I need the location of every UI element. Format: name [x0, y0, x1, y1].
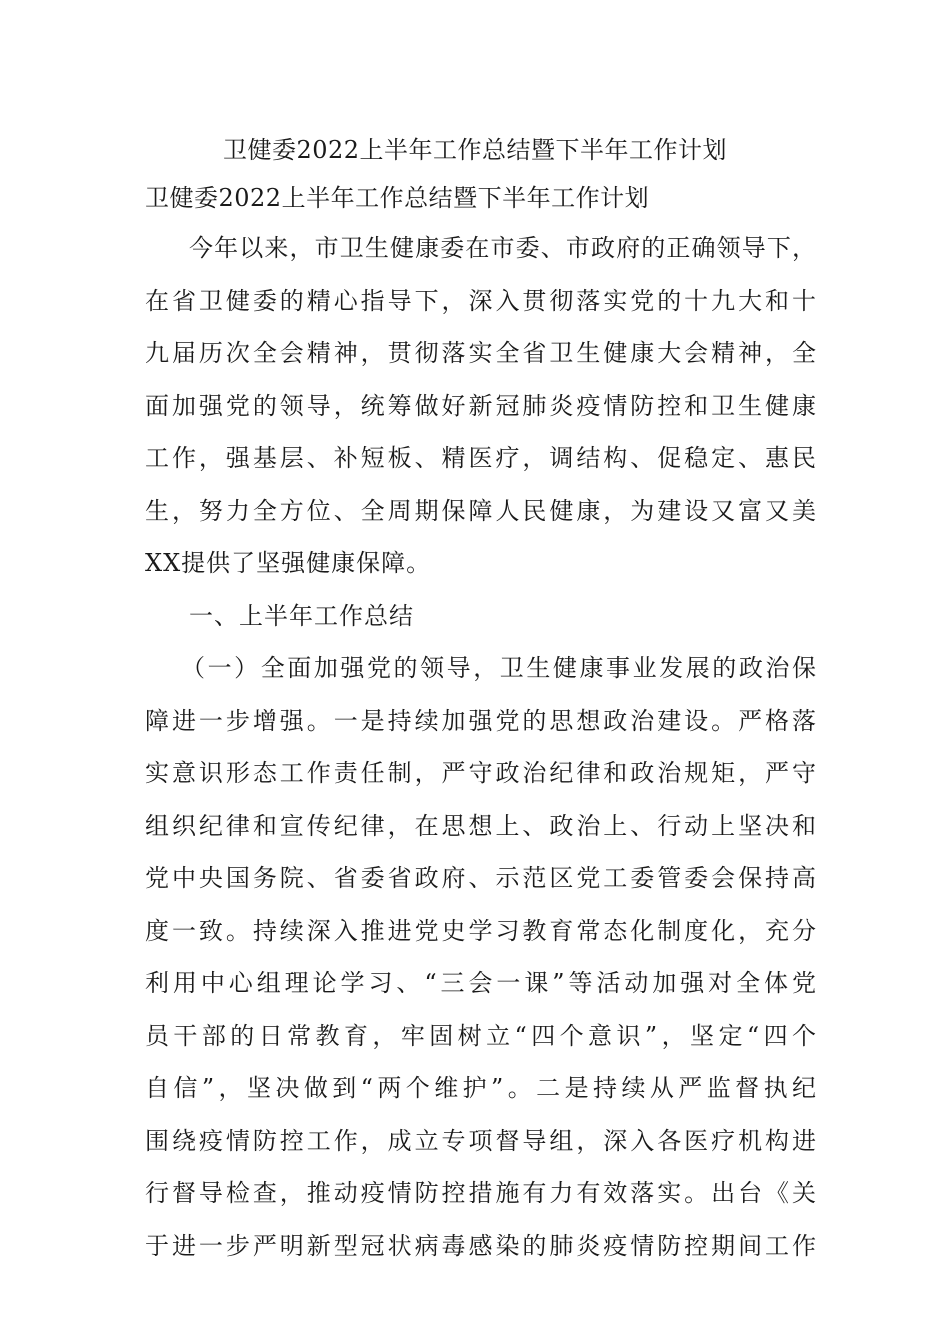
paragraph-line: 面加强党的领导，统筹做好新冠肺炎疫情防控和卫生健康	[145, 391, 817, 420]
paragraph-line: 利用中心组理论学习、“三会一课”等活动加强对全体党	[145, 969, 817, 997]
paragraph-line: 度一致。持续深入推进党史学习教育常态化制度化，充分	[145, 916, 817, 945]
paragraph-line: 生，努力全方位、全周期保障人民健康，为建设又富又美	[145, 496, 817, 525]
paragraph-line: 组织纪律和宣传纪律，在思想上、政治上、行动上坚决和	[145, 811, 817, 840]
paragraph-line: 于进一步严明新型冠状病毒感染的肺炎疫情防控期间工作	[145, 1231, 817, 1260]
section-heading: 一、上半年工作总结	[189, 601, 414, 630]
paragraph-line: 工作，强基层、补短板、精医疗，调结构、促稳定、惠民	[145, 444, 817, 472]
paragraph-line: 九届历次全会精神，贯彻落实全省卫生健康大会精神，全	[145, 339, 817, 367]
document-title: 卫健委2022上半年工作总结暨下半年工作计划	[222, 136, 728, 164]
paragraph-line: 实意识形态工作责任制，严守政治纪律和政治规矩，严守	[145, 759, 817, 787]
paragraph-line: 自信”，坚决做到“两个维护”。二是持续从严监督执纪	[145, 1074, 817, 1102]
paragraph-line: 障进一步增强。一是持续加强党的思想政治建设。严格落	[145, 706, 817, 735]
document-subtitle: 卫健委2022上半年工作总结暨下半年工作计划	[145, 184, 650, 212]
paragraph-line: 行督导检查，推动疫情防控措施有力有效落实。出台《关	[145, 1179, 817, 1207]
paragraph-line: 围绕疫情防控工作，成立专项督导组，深入各医疗机构进	[145, 1126, 817, 1155]
paragraph-line: 员干部的日常教育，牢固树立“四个意识”，坚定“四个	[145, 1021, 817, 1050]
paragraph-line: 党中央国务院、省委省政府、示范区党工委管委会保持高	[145, 864, 817, 892]
paragraph-line: （一）全面加强党的领导，卫生健康事业发展的政治保	[181, 654, 817, 682]
paragraph-line: XX提供了坚强健康保障。	[145, 549, 432, 577]
paragraph-line: 今年以来，市卫生健康委在市委、市政府的正确领导下，	[189, 234, 817, 262]
paragraph-line: 在省卫健委的精心指导下，深入贯彻落实党的十九大和十	[145, 286, 817, 315]
document-body	[145, 222, 817, 1272]
